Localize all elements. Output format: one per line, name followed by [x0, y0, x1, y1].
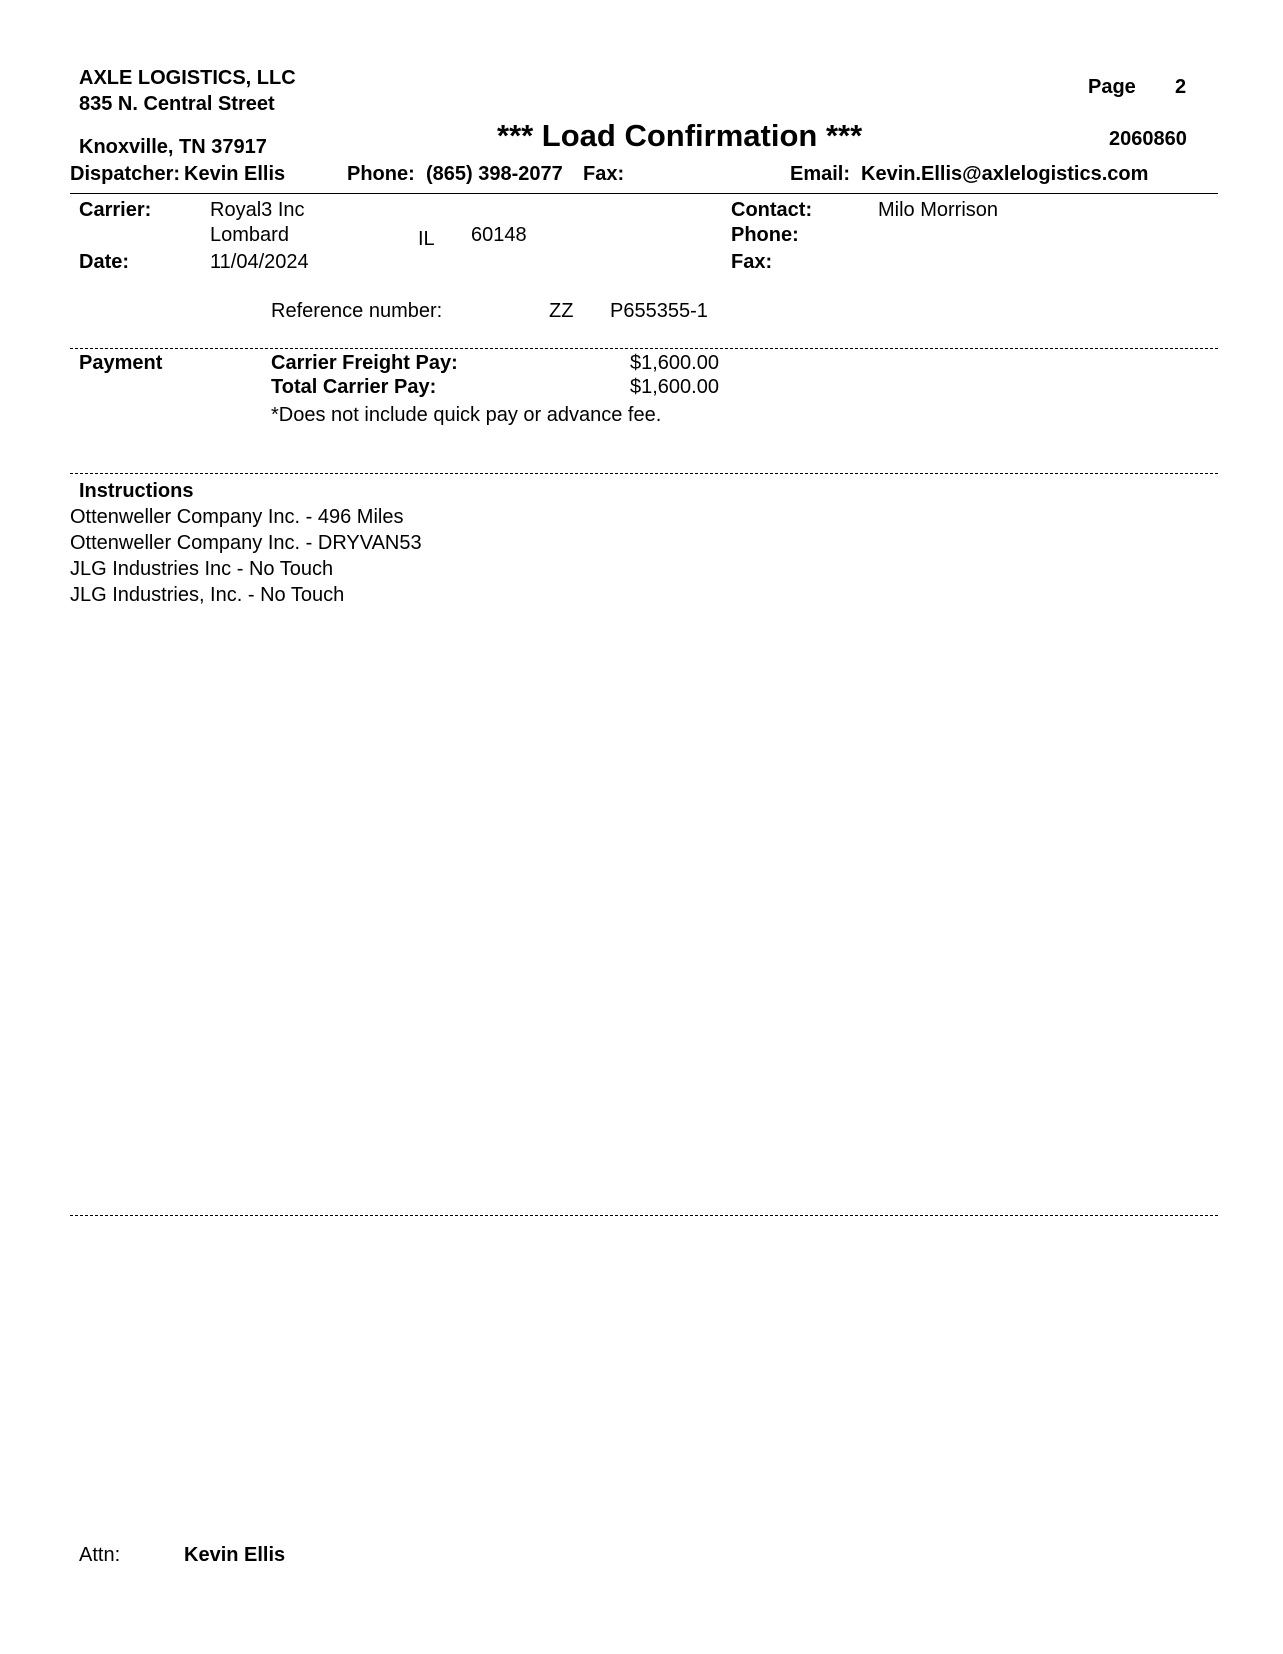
dispatcher-fax-label: Fax:	[583, 163, 625, 185]
carrier-phone-label: Phone:	[731, 224, 799, 246]
freight-pay-value: $1,600.00	[630, 352, 719, 374]
dispatcher-name: Kevin Ellis	[184, 163, 286, 185]
carrier-zip: 60148	[471, 224, 527, 246]
dispatcher-email[interactable]: Kevin.Ellis@axlelogistics.com	[861, 163, 1149, 185]
payment-note: *Does not include quick pay or advance fee.	[271, 404, 662, 426]
carrier-name: Royal3 Inc	[210, 199, 305, 221]
dispatcher-label: Dispatcher:	[70, 163, 181, 185]
date-value: 11/04/2024	[210, 251, 309, 273]
page-number: 2	[1175, 76, 1187, 98]
instruction-line: Ottenweller Company Inc. - DRYVAN53	[70, 532, 422, 554]
instructions-label: Instructions	[79, 480, 194, 502]
attn-label: Attn:	[79, 1544, 121, 1566]
instruction-line: Ottenweller Company Inc. - 496 Miles	[70, 506, 404, 528]
dispatcher-phone: (865) 398-2077	[426, 163, 563, 185]
total-pay-value: $1,600.00	[630, 376, 719, 398]
reference-qualifier: ZZ	[549, 300, 574, 322]
carrier-state: IL	[418, 228, 435, 250]
contact-label: Contact:	[731, 199, 813, 221]
contact-name: Milo Morrison	[878, 199, 999, 221]
footer-divider	[70, 1215, 1218, 1216]
carrier-fax-label: Fax:	[731, 251, 773, 273]
payment-label: Payment	[79, 352, 163, 374]
total-pay-label: Total Carrier Pay:	[271, 376, 437, 398]
freight-pay-label: Carrier Freight Pay:	[271, 352, 458, 374]
date-label: Date:	[79, 251, 130, 273]
payment-divider	[70, 473, 1218, 474]
document-title: *** Load Confirmation ***	[497, 118, 863, 153]
reference-divider	[70, 348, 1218, 349]
carrier-label: Carrier:	[79, 199, 152, 221]
carrier-city: Lombard	[210, 224, 289, 246]
company-city-state-zip: Knoxville, TN 37917	[79, 136, 267, 158]
header-divider	[70, 193, 1218, 194]
load-number: 2060860	[1109, 128, 1187, 150]
instruction-line: JLG Industries, Inc. - No Touch	[70, 584, 345, 606]
company-street: 835 N. Central Street	[79, 93, 275, 115]
attn-name: Kevin Ellis	[184, 1544, 286, 1566]
page-label: Page	[1088, 76, 1136, 98]
company-name: AXLE LOGISTICS, LLC	[79, 67, 296, 89]
dispatcher-email-label: Email:	[790, 163, 851, 185]
dispatcher-phone-label: Phone:	[347, 163, 415, 185]
reference-number: P655355-1	[610, 300, 708, 322]
reference-label: Reference number:	[271, 300, 443, 322]
instruction-line: JLG Industries Inc - No Touch	[70, 558, 334, 580]
